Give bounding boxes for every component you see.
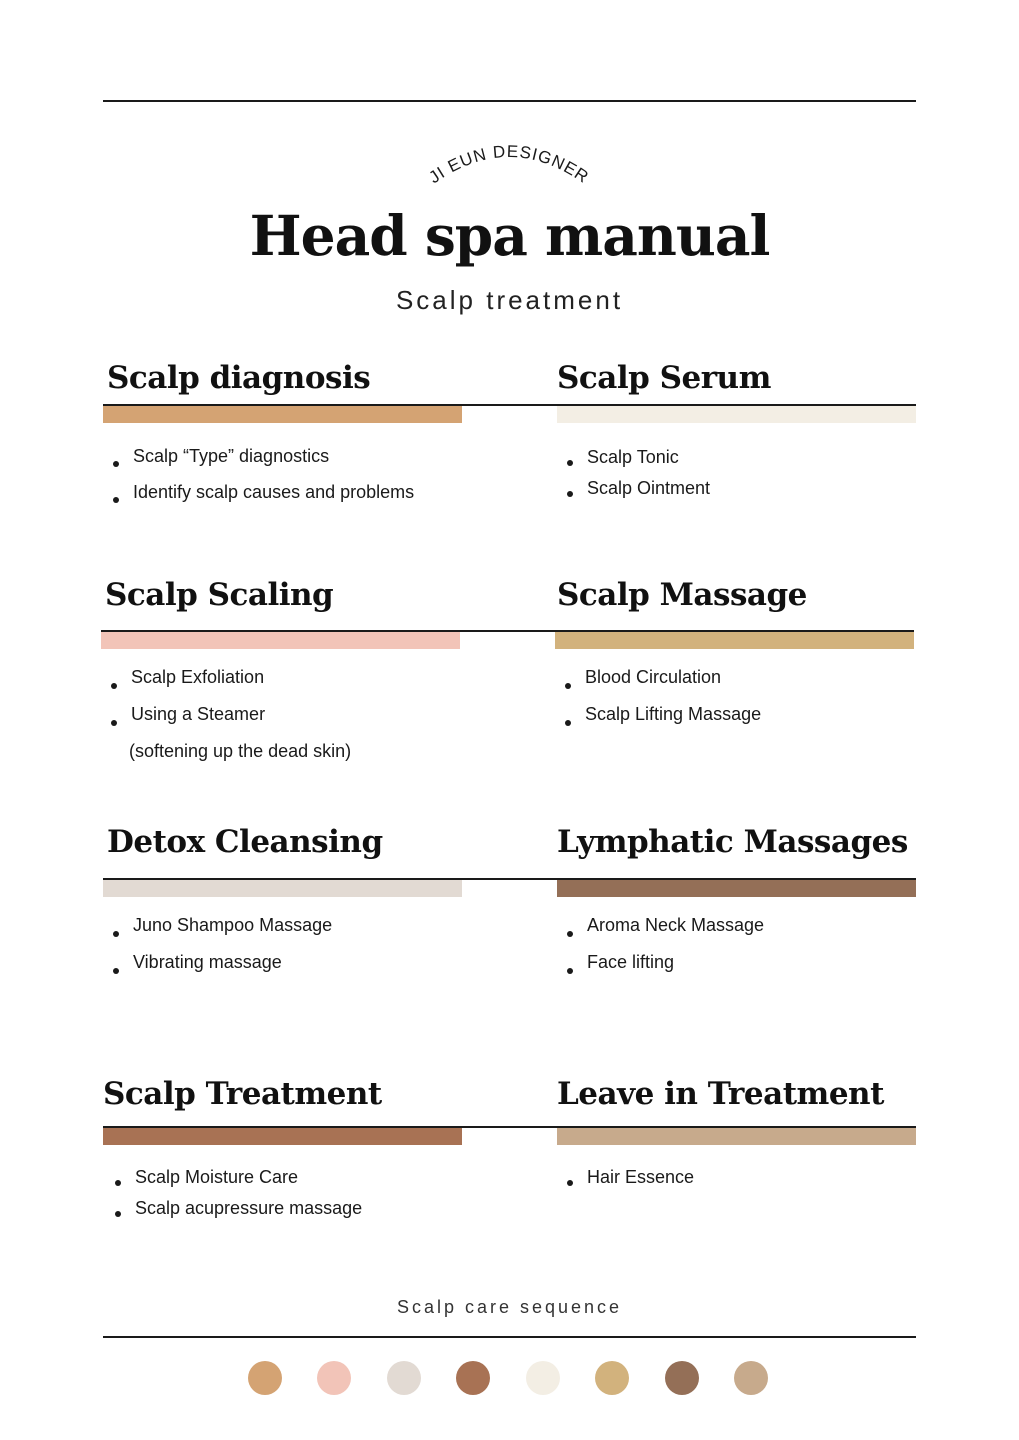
list-item: Scalp Moisture Care <box>135 1167 362 1198</box>
color-dot-1 <box>248 1361 282 1395</box>
section-list <box>557 447 710 509</box>
section-scalp-massage <box>555 575 915 724</box>
section-list <box>557 915 764 989</box>
section-scalp-scaling <box>101 575 461 761</box>
color-dot-2 <box>317 1361 351 1395</box>
section-heading: Scalp Scaling <box>105 577 334 613</box>
section-color-bar <box>103 1128 462 1145</box>
list-item: Aroma Neck Massage <box>587 915 764 952</box>
list-item: Scalp “Type” diagnostics <box>133 446 414 482</box>
list-item: Identify scalp causes and problems <box>133 482 414 518</box>
section-color-bar <box>101 632 460 649</box>
brand-text: JI EUN DESIGNER <box>425 141 593 188</box>
color-dot-4 <box>456 1361 490 1395</box>
section-color-bar <box>555 632 914 649</box>
section-lymphatic-massages <box>557 822 917 972</box>
section-scalp-treatment <box>103 1074 463 1218</box>
list-item: Face lifting <box>587 952 764 989</box>
section-list <box>103 1167 362 1229</box>
section-list <box>101 667 351 778</box>
section-color-bar <box>557 1128 916 1145</box>
list-item: Scalp Tonic <box>587 447 710 478</box>
section-color-bar <box>557 406 916 423</box>
section-color-bar <box>103 406 462 423</box>
section-color-bar <box>103 880 462 897</box>
list-item: Juno Shampoo Massage <box>133 915 332 952</box>
color-dot-3 <box>387 1361 421 1395</box>
section-scalp-serum <box>557 358 917 498</box>
list-item: Hair Essence <box>587 1167 694 1198</box>
top-divider <box>103 100 916 102</box>
list-item: Scalp Lifting Massage <box>585 704 761 741</box>
list-item: Scalp Exfoliation <box>131 667 351 704</box>
color-dot-8 <box>734 1361 768 1395</box>
section-color-bar <box>557 880 916 897</box>
section-heading: Scalp Treatment <box>103 1076 382 1112</box>
list-item: Scalp Ointment <box>587 478 710 509</box>
list-item: Blood Circulation <box>585 667 761 704</box>
color-dot-5 <box>526 1361 560 1395</box>
section-heading: Scalp diagnosis <box>107 360 371 396</box>
section-leave-in-treatment <box>557 1074 917 1187</box>
section-scalp-diagnosis <box>103 358 463 502</box>
footer-label: Scalp care sequence <box>396 1297 623 1317</box>
section-heading: Leave in Treatment <box>557 1076 884 1112</box>
section-detox-cleansing <box>103 822 463 972</box>
section-list <box>555 667 761 741</box>
list-item: Scalp acupressure massage <box>135 1198 362 1229</box>
color-dot-7 <box>665 1361 699 1395</box>
color-dot-6 <box>595 1361 629 1395</box>
list-item: Vibrating massage <box>133 952 332 989</box>
section-heading: Scalp Serum <box>557 360 771 396</box>
brand-arc-text <box>409 130 609 190</box>
bottom-divider <box>103 1336 916 1338</box>
section-list <box>103 915 332 989</box>
section-list <box>557 1167 694 1198</box>
section-heading: Lymphatic Massages <box>557 824 908 860</box>
section-heading: Scalp Massage <box>557 577 807 613</box>
brand-arc-svg <box>409 130 609 190</box>
page-title: Head spa manual <box>249 203 770 268</box>
section-heading: Detox Cleansing <box>107 824 383 860</box>
list-item: Using a Steamer <box>131 704 351 741</box>
section-list <box>103 446 414 518</box>
list-item-note: (softening up the dead skin) <box>129 741 352 761</box>
page-subtitle: Scalp treatment <box>395 285 624 315</box>
